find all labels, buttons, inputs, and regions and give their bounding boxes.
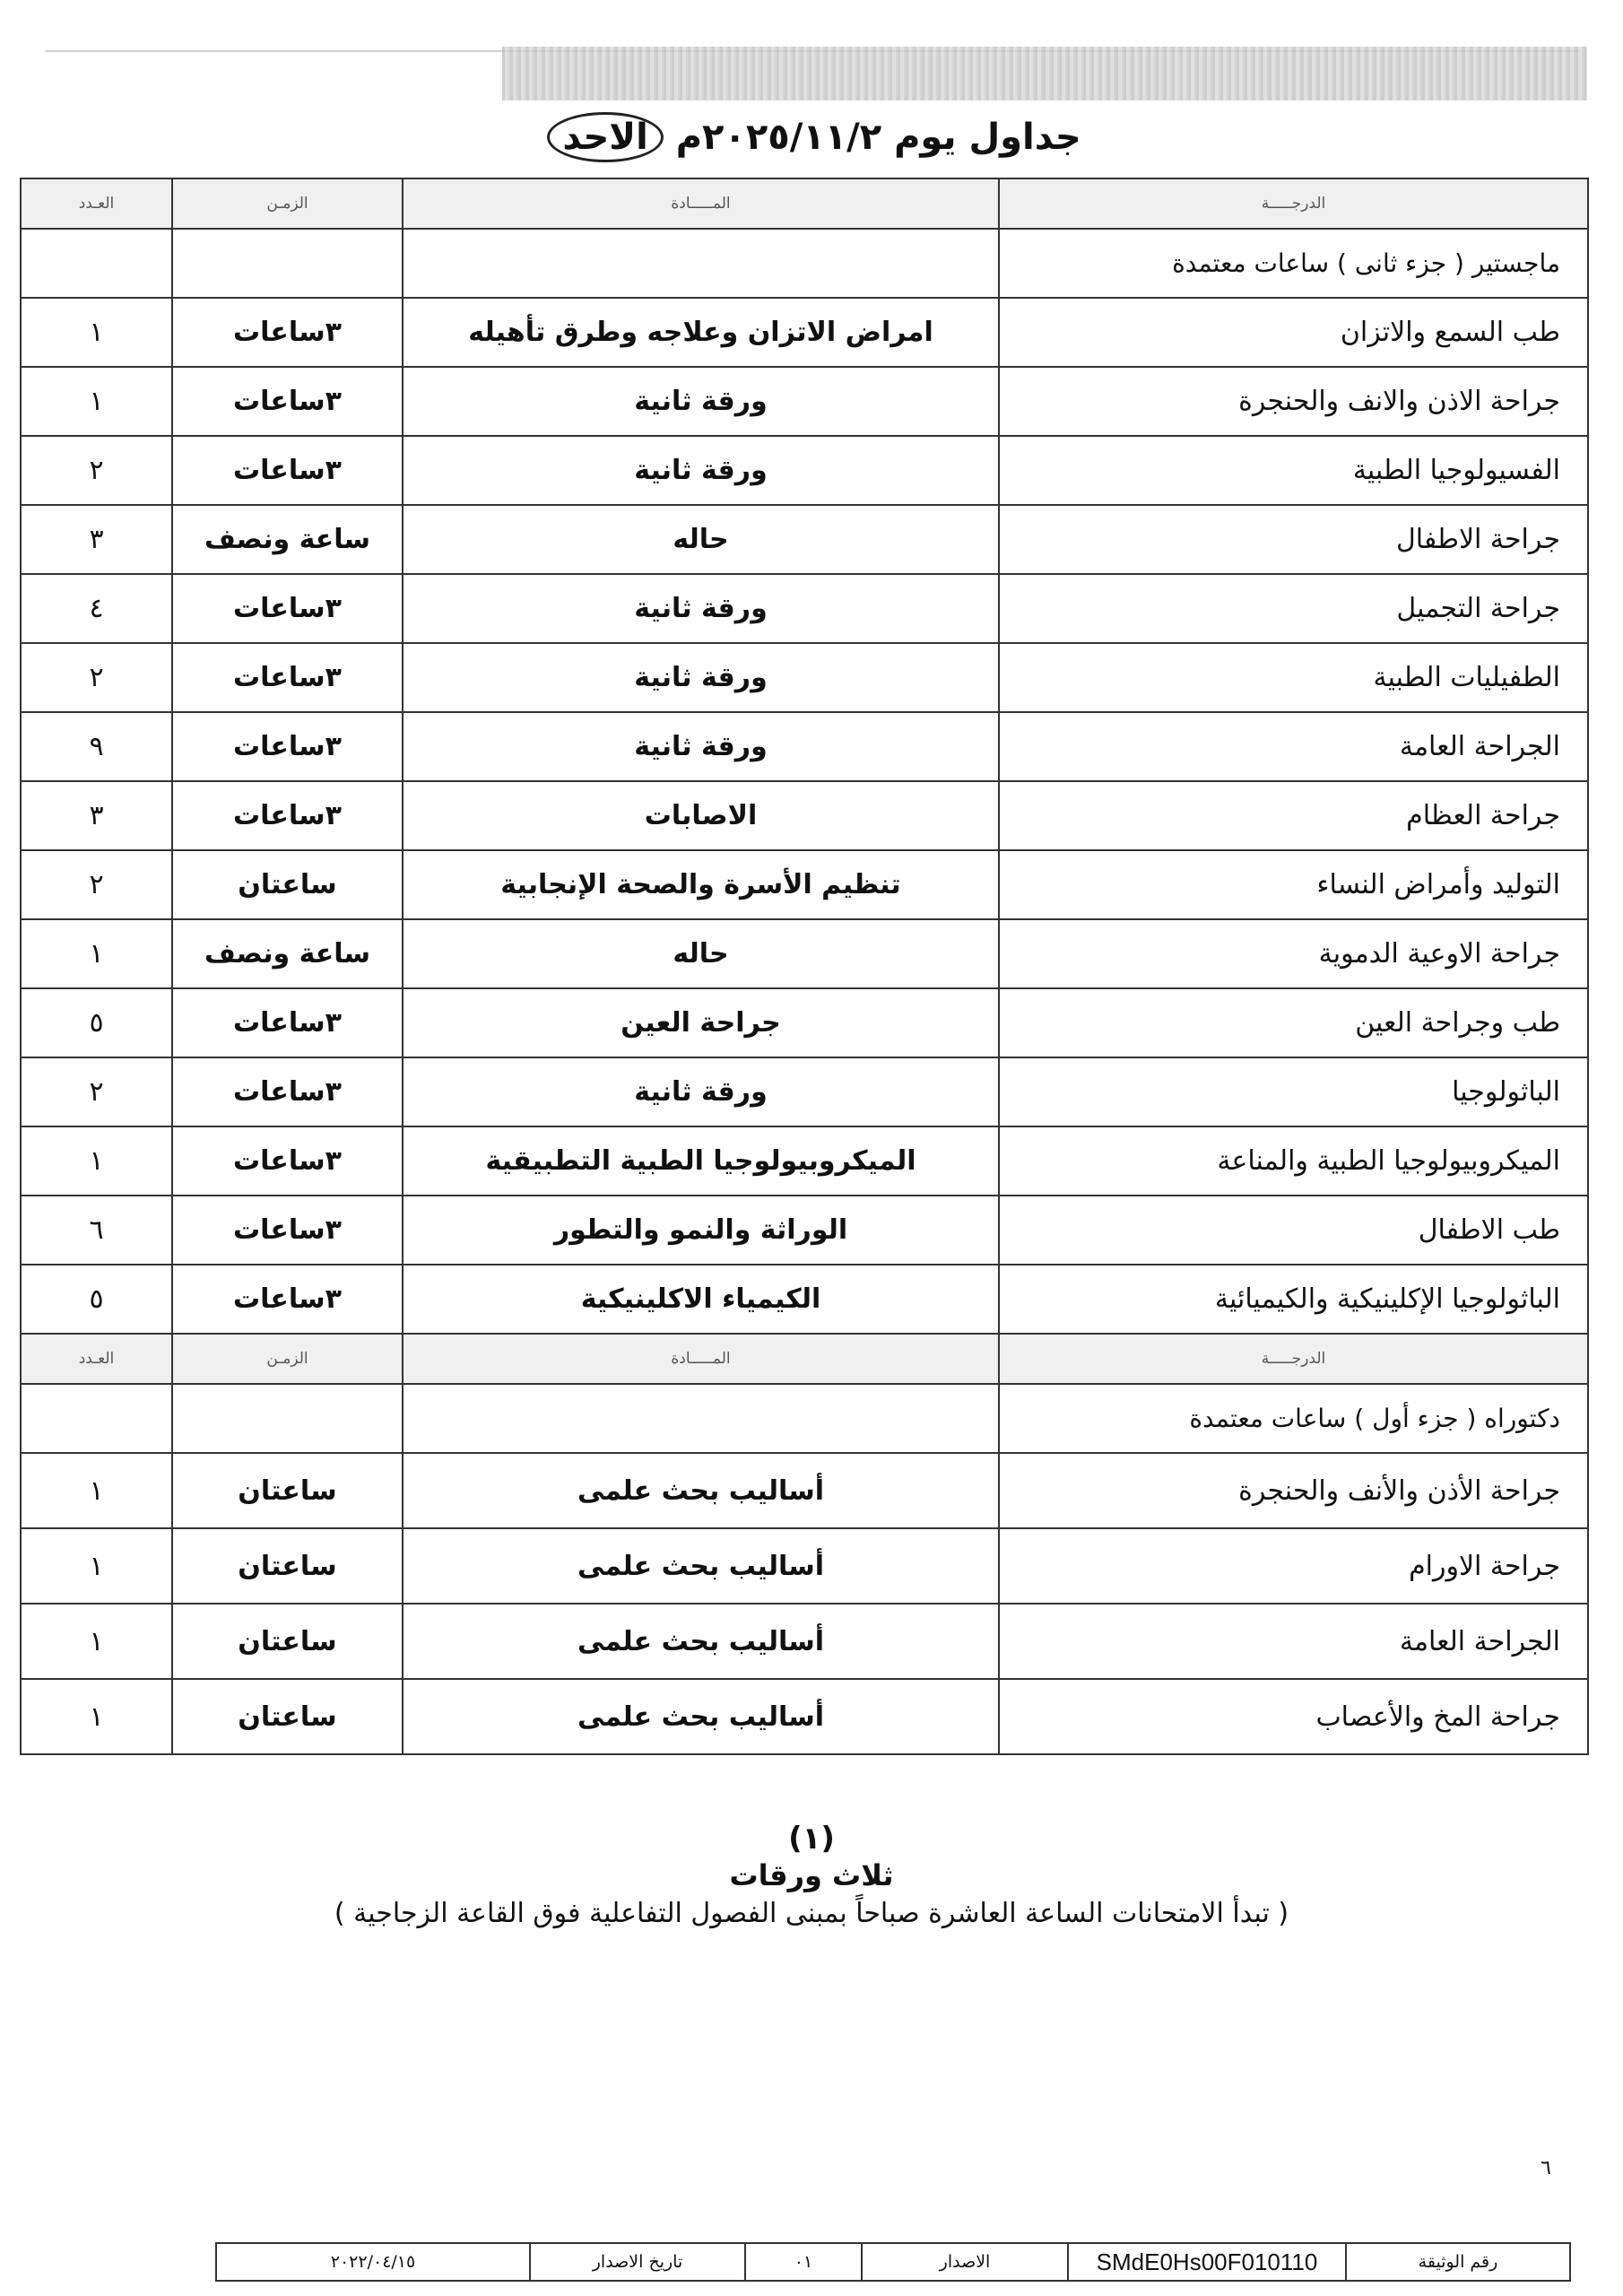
degree-cell: الطفيليات الطبية [999,643,1588,712]
subject-cell: أساليب بحث علمى [403,1679,999,1754]
table-row [21,1196,1588,1265]
degree-cell: الباثولوجيا [999,1057,1588,1126]
count-cell: ١ [21,1126,172,1196]
footer-note [0,1821,1623,1929]
degree-cell: جراحة الأذن والأنف والحنجرة [999,1453,1588,1528]
time-cell: ساعة ونصف [172,919,403,988]
table-row [21,1057,1588,1126]
time-cell: ٣ساعات [172,712,403,781]
doc-issue-date-label: تاريخ الاصدار [530,2243,745,2281]
degree-cell: جراحة الاورام [999,1528,1588,1604]
doc-issue-date: ٢٠٢٢/٠٤/١٥ [216,2243,530,2281]
empty-cell [172,229,403,298]
degree-cell: طب وجراحة العين [999,988,1588,1057]
column-header-degree: الدرجـــــة [999,1334,1588,1384]
empty-cell [21,1384,172,1453]
degree-cell: الجراحة العامة [999,712,1588,781]
section-heading-row [21,1384,1588,1453]
table-row [21,643,1588,712]
count-cell: ٩ [21,712,172,781]
time-cell: ساعتان [172,1679,403,1754]
count-cell: ١ [21,1528,172,1604]
subject-cell: أساليب بحث علمى [403,1604,999,1679]
section-heading-row [21,229,1588,298]
time-cell: ٣ساعات [172,1057,403,1126]
subject-cell: أساليب بحث علمى [403,1453,999,1528]
empty-cell [172,1384,403,1453]
table-row [21,574,1588,643]
table-row [21,988,1588,1057]
table-row [21,781,1588,850]
count-cell: ٤ [21,574,172,643]
count-cell: ٣ [21,781,172,850]
column-header-count: العـدد [21,178,172,229]
page-number: ٦ [1541,2157,1551,2179]
time-cell: ٣ساعات [172,1126,403,1196]
degree-cell: التوليد وأمراض النساء [999,850,1588,919]
table-header-row [21,178,1588,229]
time-cell: ٣ساعات [172,298,403,367]
time-cell: ساعتان [172,850,403,919]
column-header-count: العـدد [21,1334,172,1384]
schedule-table [20,178,1589,1755]
footer-number: (١) [788,1821,835,1857]
column-header-degree: الدرجـــــة [999,178,1588,229]
degree-cell: جراحة الاطفال [999,505,1588,574]
count-cell: ١ [21,1604,172,1679]
degree-cell: جراحة الاذن والانف والحنجرة [999,367,1588,436]
table-row [21,1453,1588,1528]
doc-code: SMdE0Hs00F010110 [1068,2243,1346,2281]
column-header-time: الزمـن [172,1334,403,1384]
count-cell: ٢ [21,643,172,712]
subject-cell: ورقة ثانية [403,367,999,436]
footer-exam-location: ( تبدأ الامتحانات الساعة العاشرة صباحاً بمبنى الفصول التفاعلية فوق القاعة الزجاجية ) [334,1898,1289,1929]
page-title [0,112,1623,162]
time-cell: ساعتان [172,1453,403,1528]
count-cell: ١ [21,919,172,988]
degree-cell: جراحة العظام [999,781,1588,850]
column-header-time: الزمـن [172,178,403,229]
degree-cell: طب الاطفال [999,1196,1588,1265]
footer-papers: ثلاث ورقات [729,1858,894,1892]
time-cell: ٣ساعات [172,1196,403,1265]
subject-cell: تنظيم الأسرة والصحة الإنجابية [403,850,999,919]
count-cell: ٢ [21,1057,172,1126]
doc-version-label: الاصدار [862,2243,1068,2281]
time-cell: ٣ساعات [172,367,403,436]
degree-cell: الميكروبيولوجيا الطبية والمناعة [999,1126,1588,1196]
table-row [21,1604,1588,1679]
table-row [21,1265,1588,1334]
subject-cell: ورقة ثانية [403,1057,999,1126]
time-cell: ٣ساعات [172,1265,403,1334]
count-cell: ١ [21,1453,172,1528]
count-cell: ٢ [21,436,172,505]
scan-artifact-band [502,47,1587,100]
title-text: جداول يوم ٢٠٢٥/١١/٢م [675,117,1081,158]
count-cell: ٣ [21,505,172,574]
empty-cell [21,229,172,298]
table-row [21,505,1588,574]
empty-cell [403,1384,999,1453]
count-cell: ١ [21,1679,172,1754]
degree-cell: جراحة المخ والأعصاب [999,1679,1588,1754]
time-cell: ساعة ونصف [172,505,403,574]
degree-cell: جراحة الاوعية الدموية [999,919,1588,988]
degree-cell: طب السمع والاتزان [999,298,1588,367]
degree-cell: الفسيولوجيا الطبية [999,436,1588,505]
count-cell: ٦ [21,1196,172,1265]
column-header-subject: المـــــادة [403,178,999,229]
count-cell: ١ [21,367,172,436]
table-row [21,1528,1588,1604]
count-cell: ١ [21,298,172,367]
subject-cell: ورقة ثانية [403,643,999,712]
time-cell: ٣ساعات [172,574,403,643]
time-cell: ساعتان [172,1604,403,1679]
degree-cell: جراحة التجميل [999,574,1588,643]
degree-cell: الجراحة العامة [999,1604,1588,1679]
subject-cell: امراض الاتزان وعلاجه وطرق تأهيله [403,298,999,367]
title-day-circled: الاحد [547,112,663,162]
count-cell: ٥ [21,1265,172,1334]
table-row [21,298,1588,367]
table-row [21,436,1588,505]
section-heading: ماجستير ( جزء ثانى ) ساعات معتمدة [999,229,1588,298]
table-row [21,850,1588,919]
subject-cell: حاله [403,919,999,988]
time-cell: ٣ساعات [172,643,403,712]
subject-cell: جراحة العين [403,988,999,1057]
document-info-table [215,2242,1571,2282]
time-cell: ساعتان [172,1528,403,1604]
degree-cell: الباثولوجيا الإكلينيكية والكيميائية [999,1265,1588,1334]
section-heading: دكتوراه ( جزء أول ) ساعات معتمدة [999,1384,1588,1453]
table-row [21,1679,1588,1754]
table-row [21,1126,1588,1196]
subject-cell: الوراثة والنمو والتطور [403,1196,999,1265]
doc-version: ٠١ [745,2243,862,2281]
time-cell: ٣ساعات [172,781,403,850]
table-row [21,712,1588,781]
subject-cell: ورقة ثانية [403,436,999,505]
subject-cell: الكيمياء الاكلينيكية [403,1265,999,1334]
subject-cell: ورقة ثانية [403,574,999,643]
table-row [21,367,1588,436]
empty-cell [403,229,999,298]
column-header-subject: المـــــادة [403,1334,999,1384]
subject-cell: الميكروبيولوجيا الطبية التطبيقية [403,1126,999,1196]
count-cell: ٢ [21,850,172,919]
doc-code-label: رقم الوثيقة [1346,2243,1570,2281]
time-cell: ٣ساعات [172,436,403,505]
table-header-row [21,1334,1588,1384]
subject-cell: حاله [403,505,999,574]
time-cell: ٣ساعات [172,988,403,1057]
count-cell: ٥ [21,988,172,1057]
table-row [21,919,1588,988]
subject-cell: الاصابات [403,781,999,850]
subject-cell: ورقة ثانية [403,712,999,781]
subject-cell: أساليب بحث علمى [403,1528,999,1604]
